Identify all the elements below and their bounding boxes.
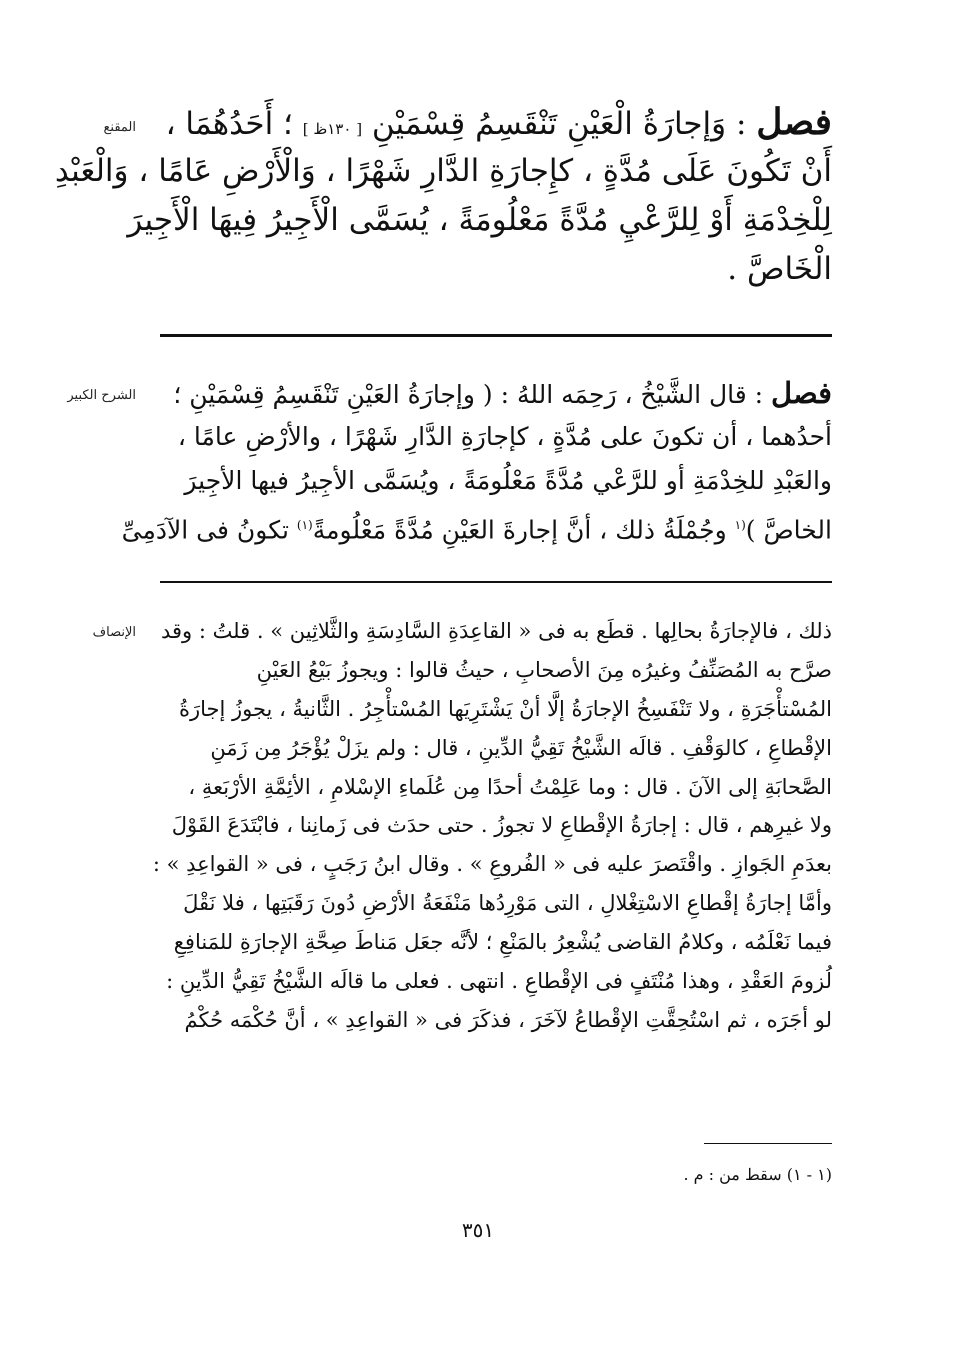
muqni-line: الْخَاصَّ . xyxy=(727,251,832,287)
muqni-line1-text: : وَإجارَةُ الْعَيْنِ تَنْقَسِمُ قِسْمَيْنِ xyxy=(362,106,757,142)
sharh-line4-c: تكونُ فى الآدَمِىِّ xyxy=(121,515,297,545)
muqni-line xyxy=(160,98,832,147)
insaf-line: الإقْطاعِ ، كالوَقْفِ . قالَه الشَّيْخُ تَقِيُّ الدِّينِ ، قال : ولم يزَلْ يُؤْجَرُ مِن زَمَنِ xyxy=(210,735,832,760)
insaf-line: صرَّح به المُصَنِّفُ وغيرُه مِنَ الأصحابِ ، حيثُ قالوا : ويجوزُ بَيْعُ العَيْنِ xyxy=(256,657,832,682)
footnote-rule xyxy=(704,1143,832,1144)
insaf-line: ذلك ، فالإجارَةُ بحالِها . قطَع به فى « القاعِدَةِ السَّادِسَةِ والثَّلاثِين » . قلتُ : وقد xyxy=(160,619,832,643)
sharh-text-block xyxy=(121,371,832,547)
insaf-line: ولا غيرِهم ، قال : إجارَةُ الإقْطاعِ لا تجوزُ . حتى حدَث فى زَمانِنا ، فابْتَدَعَ القَوْلَ xyxy=(171,813,832,838)
muqni-side-label: المقنع xyxy=(103,120,136,135)
insaf-text-block xyxy=(152,612,832,1040)
footnote-marker: (١ xyxy=(734,518,746,532)
sharh-line: والعَبْدِ للخِدْمَةِ أو للرَّعْي مُدَّةً مَعْلُومَةً ، ويُسَمَّى الأجِيرُ فيها الأجِيرَ xyxy=(184,466,832,495)
muqni-lead-word: فصل xyxy=(756,101,832,143)
sharh-line: أحدُهما ، أن تكونَ على مُدَّةٍ ، كإجارَةِ الدَّارِ شَهْرًا ، والأرْضِ عامًا ، xyxy=(177,422,832,451)
insaf-line: لُزومَ العَقْدِ ، وهذا مُنْتَفٍ فى الإقْطاعِ . انتهى . فعلى ما قالَه الشَّيْخُ تَقِيُّ الدِّينِ : xyxy=(166,969,832,994)
muqni-line: أَنْ تَكُونَ عَلَى مُدَّةٍ ، كإِجارَةِ الدَّارِ شَهْرًا ، وَالْأَرْضِ عَامًا ، وَالْعَبْدِ xyxy=(54,153,832,189)
insaf-line: لو أجَرَه ، ثم اسْتُحِقَّتِ الإقْطاعُ لآخَرَ ، فذكَرَ فى « القواعِدِ » ، أنَّ حُكْمَه حُكْمُ xyxy=(184,1007,832,1032)
sharh-line xyxy=(160,371,832,415)
insaf-line: وأمَّا إجارَةُ إقْطاعِ الاسْتِغْلالِ ، التى مَوْرِدُها مَنْفَعَةُ الأرْضِ دُونَ رَقَبَتِها ، فلا نَقْلَ xyxy=(183,891,832,916)
footnote: (١ - ١) سقط من : م . xyxy=(683,1165,832,1184)
sharh-line4-a: الخاصَّ ) xyxy=(745,515,832,545)
insaf-line: بعدَمِ الجَوازِ . واقْتَصرَ عليه فى « الفُروعِ » . وقال ابنُ رَجَبٍ ، فى « القواعِدِ » : xyxy=(152,852,832,877)
sharh-line1-text: : قال الشَّيْخُ ، رَحِمَه اللهُ : ( وإجارَةُ العَيْنِ تَنْقَسِمُ قِسْمَيْنِ ؛ xyxy=(173,380,772,409)
insaf-line: المُسْتأْجَرَةِ ، ولا تَنْفَسِخُ الإجارَةُ إلَّا أنْ يَشْتَرِيَها المُسْتأْجِرُ . الثَّانيةُ ، يجوزُ إجارَةُ xyxy=(178,696,832,721)
sharh-line xyxy=(121,503,832,547)
sharh-line4-b: وجُمْلَةُ ذلك ، أنَّ إجارةَ العَيْنِ مُدَّةً مَعْلُومةً xyxy=(312,515,735,545)
page-number: ٣٥١ xyxy=(461,1218,495,1242)
section-divider-thick xyxy=(160,334,832,337)
muqni-line1-tail: ؛ أَحَدُهُمَا ، xyxy=(165,106,303,142)
insaf-side-label: الإنصاف xyxy=(92,625,136,640)
section-divider-thin xyxy=(160,581,832,583)
footnote-marker: (١) xyxy=(296,518,313,532)
manuscript-ref: [ ١٣٠ظ ] xyxy=(302,120,363,138)
muqni-line: لِلْخِدْمَةِ أَوْ لِلرَّعْيِ مُدَّةً مَعْلُومَةً ، يُسَمَّى الْأَجِيرُ فِيهَا الْأَجِيرَ xyxy=(127,202,832,238)
sharh-lead-word: فصل xyxy=(771,376,832,410)
insaf-line: فيما نَعْلَمُه ، وكلامُ القاضى يُشْعِرُ بالمَنْعِ ؛ لأنَّه جعَل مَناطَ صِحَّةِ الإجارَةِ للمَنافِعِ xyxy=(173,930,832,955)
insaf-line: الصَّحابَةِ إلى الآنَ . قال : وما عَلِمْتُ أحدًا مِن عُلَماءِ الإسْلامِ ، الأئِمَّةِ الأرْبَعةِ ، xyxy=(188,774,832,799)
sharh-side-label: الشرح الكبير xyxy=(67,388,136,403)
